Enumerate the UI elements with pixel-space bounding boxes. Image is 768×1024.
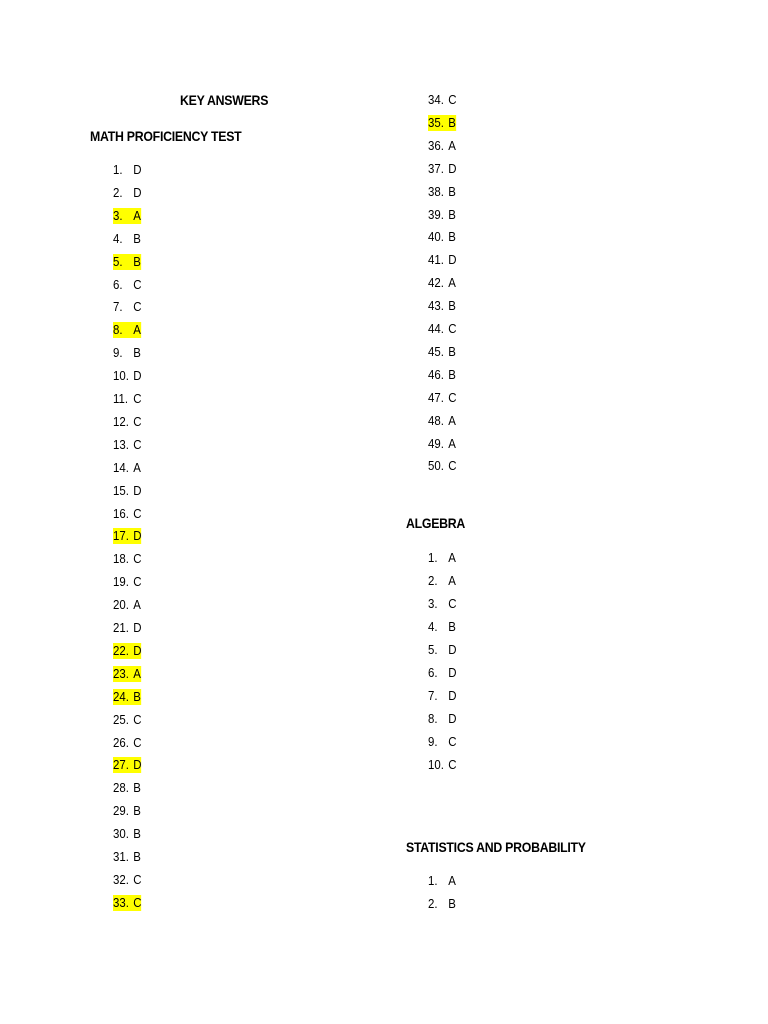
answer-row [113,460,141,476]
answer-item [113,551,142,567]
answer-row [428,138,456,154]
answer-item [113,780,141,796]
item-answer: B [133,231,141,246]
answer-row [428,184,456,200]
item-answer: D [448,711,457,726]
answer-row [428,321,457,337]
item-answer: B [133,849,141,864]
item-answer: B [133,826,141,841]
answer-item [113,597,141,613]
item-answer: C [133,277,142,292]
item-answer: B [448,896,456,911]
item-number: 8. [428,711,438,726]
item-answer: A [448,436,456,451]
answer-item [428,275,456,291]
answer-item [113,757,142,773]
answer-row [428,367,456,383]
item-number: 11. [113,391,129,406]
answer-row [428,298,456,314]
answer-item [428,688,457,704]
answer-row [113,735,142,751]
item-answer: B [448,298,456,313]
answer-row [428,642,457,658]
item-answer: C [133,414,142,429]
answer-row [428,344,456,360]
item-number: 2. [113,185,123,200]
answer-item [428,252,457,268]
item-answer: B [448,619,456,634]
item-number: 44. [428,321,444,336]
answer-item [428,550,456,566]
item-number: 7. [428,688,438,703]
answer-item [113,872,142,888]
answer-item [428,138,456,154]
answer-item [428,642,457,658]
answer-row [113,620,142,636]
answer-item [113,322,141,338]
answer-item [113,460,141,476]
item-answer: B [133,689,141,704]
answer-item [113,803,141,819]
answer-item [428,229,456,245]
item-number: 38. [428,184,444,199]
item-number: 47. [428,390,444,405]
item-answer: A [448,873,456,888]
item-number: 49. [428,436,444,451]
item-number: 40. [428,229,444,244]
item-number: 12. [113,414,129,429]
item-answer: C [448,321,457,336]
item-answer: A [133,208,141,223]
item-answer: D [133,162,142,177]
answer-item [113,345,141,361]
answer-row [428,390,457,406]
answer-item [113,895,142,911]
answer-row [113,712,142,728]
answer-item [113,414,142,430]
item-answer: B [448,229,456,244]
item-answer: D [133,643,142,658]
item-number: 36. [428,138,444,153]
item-number: 18. [113,551,129,566]
page-title: KEY ANSWERS [180,92,269,108]
item-number: 20. [113,597,129,612]
item-number: 26. [113,735,129,750]
answer-row [113,689,141,705]
item-answer: B [448,344,456,359]
answer-row [428,757,457,773]
answer-item [113,689,141,705]
item-number: 37. [428,161,444,176]
answer-item [113,574,142,590]
answer-row [113,803,141,819]
answer-row [428,161,457,177]
item-number: 39. [428,207,444,222]
item-answer: A [133,460,141,475]
item-number: 15. [113,483,129,498]
item-number: 24. [113,689,129,704]
answer-item [113,391,142,407]
item-number: 28. [113,780,129,795]
answer-row [113,322,141,338]
answer-row [428,207,456,223]
item-number: 4. [113,231,123,246]
item-answer: B [133,803,141,818]
item-number: 45. [428,344,444,359]
answer-row [113,231,141,247]
item-number: 31. [113,849,129,864]
item-answer: A [448,573,456,588]
item-number: 35. [428,115,444,130]
answer-row [113,506,142,522]
item-number: 2. [428,896,438,911]
answer-item [113,185,142,201]
item-number: 19. [113,574,129,589]
answer-item [113,735,142,751]
item-answer: C [448,734,457,749]
item-number: 14. [113,460,129,475]
answer-row [113,391,142,407]
answer-item [113,506,142,522]
item-answer: C [133,437,142,452]
answer-item [113,712,142,728]
answer-item [428,92,457,108]
answer-item [428,390,457,406]
item-answer: A [448,413,456,428]
item-number: 42. [428,275,444,290]
item-number: 21. [113,620,129,635]
answer-row [428,573,456,589]
item-number: 3. [428,596,438,611]
item-answer: C [133,391,142,406]
answer-row [113,414,142,430]
answer-item [113,849,141,865]
answer-item [428,321,457,337]
answer-row [113,277,142,293]
item-number: 48. [428,413,444,428]
item-number: 32. [113,872,129,887]
answer-row [113,849,141,865]
answer-item [428,207,456,223]
item-number: 50. [428,458,444,473]
item-answer: C [133,574,142,589]
item-number: 23. [113,666,129,681]
item-answer: B [448,184,456,199]
item-answer: D [133,620,142,635]
answer-item [428,458,457,474]
item-number: 34. [428,92,444,107]
item-number: 10. [428,757,444,772]
answer-row [113,895,142,911]
answer-item [428,596,457,612]
section-heading-math: MATH PROFICIENCY TEST [90,128,242,144]
answer-row [428,665,457,681]
item-number: 2. [428,573,438,588]
answer-row [428,619,456,635]
answer-item [113,437,142,453]
answer-item [113,826,141,842]
item-answer: A [448,138,456,153]
item-answer: D [448,642,457,657]
item-number: 4. [428,619,438,634]
answer-item [428,161,457,177]
item-number: 30. [113,826,129,841]
item-number: 29. [113,803,129,818]
item-answer: B [448,207,456,222]
item-answer: C [133,735,142,750]
item-answer: B [448,367,456,382]
answer-row [113,872,142,888]
item-answer: C [448,757,457,772]
item-number: 13. [113,437,129,452]
item-answer: C [133,506,142,521]
answer-row [113,551,142,567]
answer-row [428,275,456,291]
answer-item [113,483,142,499]
item-number: 1. [113,162,123,177]
item-number: 1. [428,873,438,888]
answer-item [113,666,141,682]
item-number: 1. [428,550,438,565]
item-number: 27. [113,757,129,772]
answer-row [428,252,457,268]
answer-row [428,873,456,889]
answer-row [113,208,141,224]
answer-row [113,597,141,613]
item-answer: B [448,115,456,130]
item-number: 41. [428,252,444,267]
item-answer: C [133,712,142,727]
answer-row [113,643,142,659]
answer-item [428,344,456,360]
item-number: 8. [113,322,123,337]
answer-item [428,757,457,773]
answer-row [428,229,456,245]
item-number: 6. [428,665,438,680]
answer-row [113,162,142,178]
item-answer: C [133,895,142,910]
answer-row [428,734,457,750]
item-number: 22. [113,643,129,658]
answer-item [113,231,141,247]
answer-item [428,711,457,727]
item-number: 3. [113,208,123,223]
answer-item [428,573,456,589]
item-answer: D [448,161,457,176]
answer-item [113,368,142,384]
answer-row [113,345,141,361]
item-answer: D [133,483,142,498]
answer-item [113,528,142,544]
item-number: 17. [113,528,129,543]
answer-row [113,483,142,499]
answer-row [428,436,456,452]
answer-item [428,873,456,889]
answer-item [428,896,456,912]
answer-item [428,436,456,452]
item-answer: C [133,872,142,887]
answer-row [428,92,457,108]
item-answer: C [448,390,457,405]
answer-item [428,619,456,635]
answer-item [428,734,457,750]
section-heading-algebra: ALGEBRA [406,515,466,531]
answer-row [113,666,141,682]
item-number: 10. [113,368,129,383]
item-answer: C [133,551,142,566]
item-answer: B [133,254,141,269]
item-answer: A [133,666,141,681]
answer-row [113,780,141,796]
item-answer: D [448,688,457,703]
item-answer: A [133,597,141,612]
item-answer: C [448,596,457,611]
answer-item [113,620,142,636]
answer-row [113,528,142,544]
answer-item [428,184,456,200]
answer-row [113,299,142,315]
answer-row [113,826,141,842]
answer-item [428,115,456,131]
answer-item [113,643,142,659]
item-number: 33. [113,895,129,910]
answer-row [113,757,142,773]
item-number: 43. [428,298,444,313]
item-answer: A [448,550,456,565]
answer-item [113,254,141,270]
item-answer: D [133,528,142,543]
item-number: 7. [113,299,123,314]
item-number: 25. [113,712,129,727]
item-answer: D [448,665,457,680]
item-answer: A [448,275,456,290]
answer-row [428,550,456,566]
item-answer: C [133,299,142,314]
answer-row [113,368,142,384]
item-answer: B [133,780,141,795]
item-number: 16. [113,506,129,521]
item-number: 9. [113,345,123,360]
item-answer: D [133,185,142,200]
item-number: 9. [428,734,438,749]
item-answer: D [448,252,457,267]
section-heading-statistics: STATISTICS AND PROBABILITY [406,839,586,855]
answer-row [428,115,456,131]
answer-item [113,208,141,224]
answer-row [113,437,142,453]
answer-row [428,896,456,912]
answer-row [428,596,457,612]
answer-row [428,458,457,474]
answer-row [428,413,456,429]
answer-item [428,413,456,429]
item-answer: C [448,92,457,107]
item-answer: C [448,458,457,473]
item-number: 5. [113,254,123,269]
answer-row [113,574,142,590]
item-answer: A [133,322,141,337]
item-answer: D [133,368,142,383]
item-answer: D [133,757,142,772]
answer-row [428,688,457,704]
answer-row [113,185,142,201]
answer-item [428,298,456,314]
answer-item [113,299,142,315]
answer-row [113,254,141,270]
item-answer: B [133,345,141,360]
answer-row [428,711,457,727]
item-number: 6. [113,277,123,292]
answer-item [428,665,457,681]
answer-item [113,162,142,178]
item-number: 46. [428,367,444,382]
answer-item [428,367,456,383]
answer-item [113,277,142,293]
item-number: 5. [428,642,438,657]
